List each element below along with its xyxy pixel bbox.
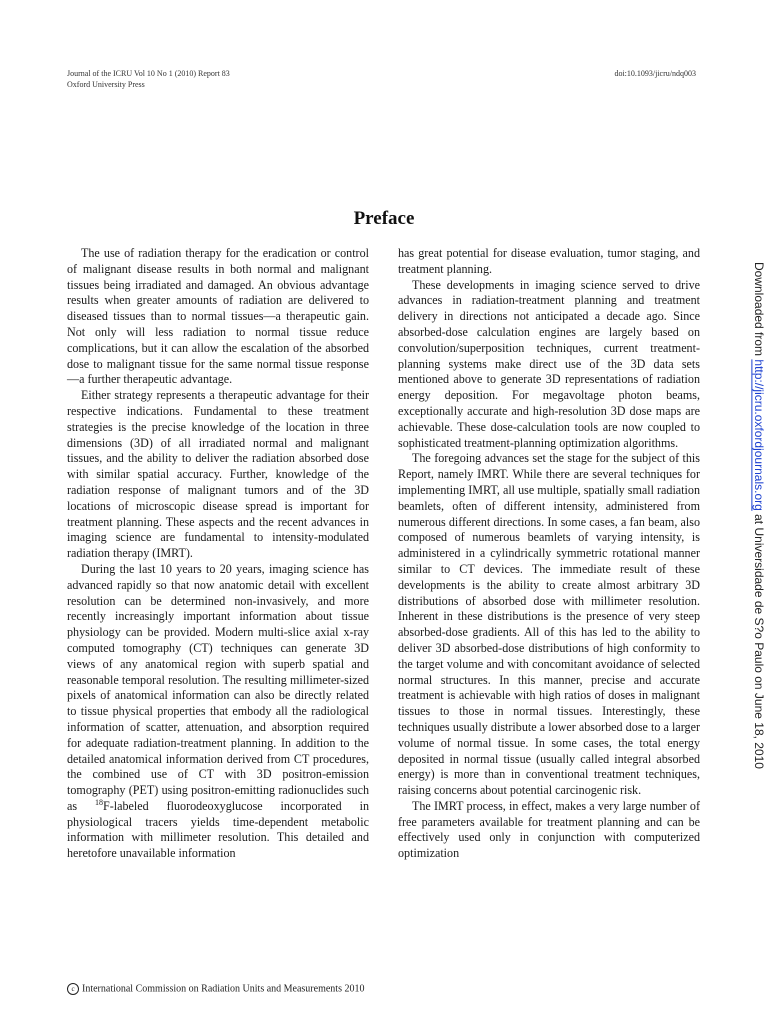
paragraph-text: During the last 10 years to 20 years, imaging science has advanced rapidly so that now anatomic detail with excellent resolution can be determined non-invasively, and more recently increasingly important information about tissue physiology can be provided. Modern multi-slice axial x-ray computed tomography (CT) techniques can generate 3D views of any anatomical region with superb spatial and reasonable temporal resolution. The resulting millimeter-sized pixels of anatomical information can also be directly related to tissue physical properties that embody all the radiological information of scatter, attenuation, and absorption required for adequate radiation-treatment planning. In addition to the detailed anatomical information derived from CT procedures, the combined use of CT with 3D positron-emission tomography (PET) using positron-emitting radionuclides such as [67,561,369,813]
paragraph: The IMRT process, in effect, makes a very large number of free parameters available for treatment planning and can be effectively used only in conjunction with computerized optimization [398,798,700,861]
journal-header [67,68,230,90]
download-suffix: at Universidade de S?o Paulo on June 18, 2010 [752,510,766,769]
journal-link[interactable]: http://jicru.oxfordjournals.org [752,359,766,511]
copyright-footer [67,983,364,995]
copyright-icon: c [67,983,79,995]
paragraph-continuation: has great potential for disease evaluation, tumor staging, and treatment planning. [398,246,700,276]
paragraph: These developments in imaging science served to drive advances in radiation-treatment planning and treatment delivery in directions not anticipated a decade ago. Since absorbed-dose calculation engines are largely based on convolution/superposition techniques, current treatment-planning systems make direct use of the 3D data sets mentioned above to generate 3D representations of radiation energy deposition. For megavoltage photon beams, exceptionally accurate and high-resolution 3D dose maps are achievable. These dose-calculation tools are now coupled to sophisticated treatment-planning optimization algorithms. [398,277,700,450]
left-column [67,246,369,862]
copyright-text: International Commission on Radiation Units and Measurements 2010 [82,983,365,995]
paragraph: The foregoing advances set the stage for the subject of this Report, namely IMRT. While there are several techniques for implementing IMRT, all use multiple, spatially small radiation beamlets, often of different intensity, administered from numerous different directions. In some cases, a fan beam, also composed of numerous beamlets of varying intensity, is administered in a cylindrically symmetric rotational manner similar to CT devices. The immediate result of these developments is the ability to create almost arbitrary 3D distributions of absorbed dose with millimeter resolution. Inherent in these distributions is the presence of very steep absorbed-dose gradients. All of this has led to the ability to deliver 3D absorbed-dose distributions of high conformity to the target volume and with concomitant avoidance of selected normal structures. In this manner, precise and accurate treatment is achievable with high ratios of doses in malignant tissues to those in normal tissues. Interestingly, these techniques usually distribute a lower absorbed dose to a larger volume of normal tissue. In some cases, the total energy deposited in normal tissue (usually called integral absorbed energy) is more than in conventional treatment techniques, raising concerns about potential carcinogenic risk. [398,451,700,798]
isotope-superscript: 18 [95,797,103,807]
paragraph: The use of radiation therapy for the eradication or control of malignant disease results in both normal and malignant tissues being irradiated and damaged. An obvious advantage results when greater amounts of radiation are delivered to diseased tissues than to normal tissues—a therapeutic gain. Not only will less radiation to normal tissue reduce complications, but it can allow the escalation of the absorbed dose to malignant tissue for the same normal tissue response—a further therapeutic advantage. [67,246,369,387]
paragraph-text: F-labeled fluorodeoxyglucose incorporated in physiological tracers yields time-dependent metabolic information with millimeter resolution. This detailed and heretofore unavailable information [67,798,369,861]
right-column [398,246,700,862]
paragraph: Either strategy represents a therapeutic advantage for their respective indications. Fundamental to these treatment strategies is the precise knowledge of the location in three dimensions (3D) of all irradiated normal and malignant tissues, and the ability to deliver the radiation absorbed dose with similar spatial accuracy. Further, knowledge of the radiation response of malignant tumors and of the 3D locations of microscopic disease spread is important for treatment planning. These aspects and the recent advances in imaging science are fundamental to intensity-modulated radiation therapy (IMRT). [67,388,369,561]
doi: doi:10.1093/jicru/ndq003 [614,69,696,78]
publisher-name: Oxford University Press [67,80,145,89]
journal-citation: Journal of the ICRU Vol 10 No 1 (2010) Report 83 [67,69,230,78]
download-prefix: Downloaded from [752,262,766,360]
paragraph [67,562,369,862]
page-title: Preface [353,208,415,229]
download-note [752,262,766,769]
